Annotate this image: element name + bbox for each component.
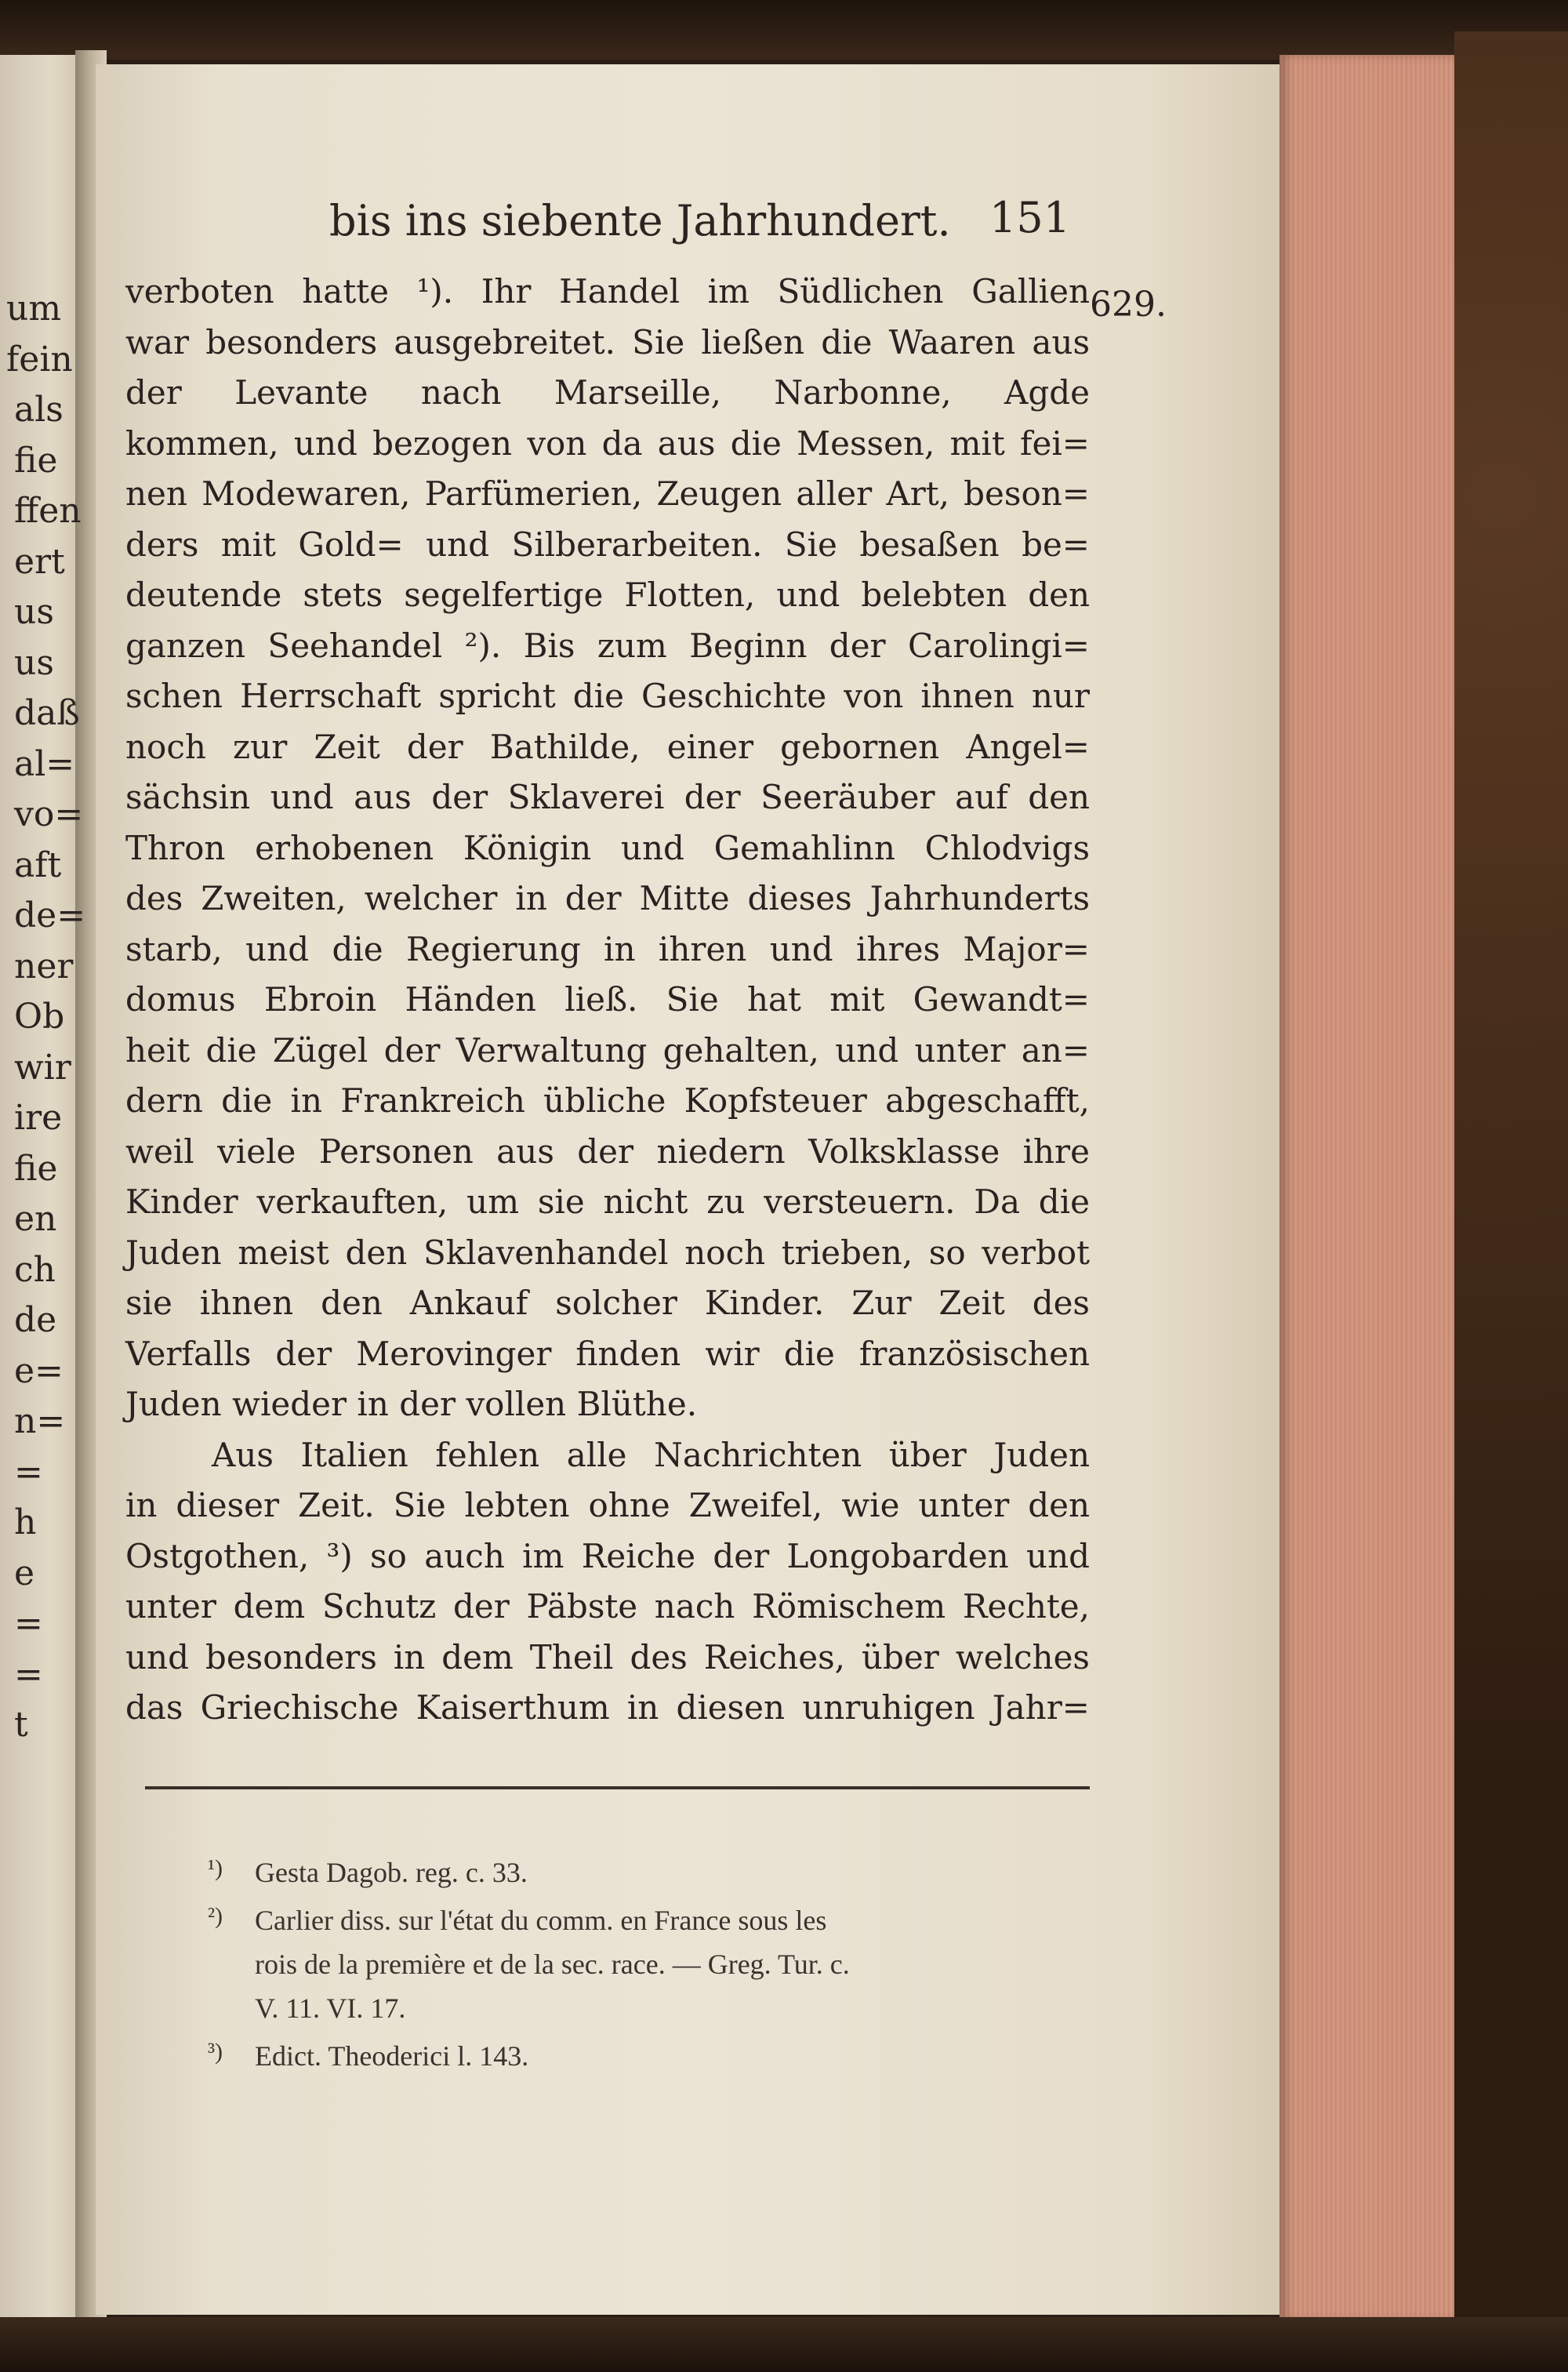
- book-cover-top: [0, 0, 1568, 60]
- text-line: Thron erhobenen Königin und Gemahlinn Chlodvigs: [125, 828, 1090, 867]
- previous-page-fragment: fie: [14, 1148, 58, 1189]
- footnote-line: [208, 2030, 1102, 2078]
- book-cover-bottom: [0, 2317, 1568, 2372]
- text-line: domus Ebroin Händen ließ. Sie hat mit Gewandt=: [125, 980, 1090, 1019]
- text-line: deutende stets segelfertige Flotten, und belebten den: [125, 576, 1090, 614]
- text-line: dern die in Frankreich übliche Kopfsteuer abgeschafft,: [125, 1081, 1090, 1120]
- footnote-text: Carlier diss. sur l'état du comm. en France sous les: [255, 1905, 827, 1936]
- text-line: noch zur Zeit der Bathilde, einer gebornen Angel=: [125, 727, 1090, 766]
- text-line: Verfalls der Merovinger finden wir die französischen: [125, 1334, 1090, 1373]
- previous-page-fragment: vo=: [14, 794, 84, 834]
- page-number: 151: [989, 193, 1071, 242]
- footnote-line: [208, 1986, 1102, 2030]
- text-line: unter dem Schutz der Päbste nach Römischem Rechte,: [125, 1587, 1090, 1626]
- previous-page-fragment: =: [14, 1451, 43, 1492]
- running-head: bis ins siebente Jahrhundert.: [329, 196, 951, 245]
- text-line: ders mit Gold= und Silberarbeiten. Sie besaßen be=: [125, 525, 1090, 564]
- previous-page-fragment: ire: [14, 1098, 63, 1138]
- page-edges: [1279, 55, 1460, 2321]
- footnote-line: [208, 1847, 1102, 1894]
- footnote-mark: ³): [208, 2039, 223, 2065]
- previous-page-fragment: h: [14, 1502, 37, 1542]
- footnote-text: Edict. Theoderici l. 143.: [255, 2040, 529, 2072]
- previous-page-fragment: fein: [6, 339, 73, 380]
- footnote-line: [208, 1894, 1102, 1942]
- text-line: Kinder verkauften, um sie nicht zu versteuern. Da die: [125, 1182, 1090, 1221]
- text-line: war besonders ausgebreitet. Sie ließen die Waaren aus: [125, 322, 1090, 361]
- text-line: heit die Zügel der Verwaltung gehalten, und unter an=: [125, 1030, 1090, 1070]
- footnote-text: Gesta Dagob. reg. c. 33.: [255, 1857, 528, 1888]
- footnotes: [208, 1847, 1102, 2078]
- previous-page-fragment: t: [14, 1705, 28, 1745]
- footnote-mark: ²): [208, 1903, 223, 1929]
- previous-page-fragment: =: [14, 1604, 43, 1644]
- text-line: Aus Italien fehlen alle Nachrichten über Juden: [212, 1435, 1090, 1474]
- text-line: kommen, und bezogen von da aus die Messen, mit fei=: [125, 423, 1090, 463]
- text-line: verboten hatte ¹). Ihr Handel im Südlichen Gallien: [125, 272, 1090, 311]
- footnote-line: [208, 1942, 1102, 1986]
- previous-page-fragment: en: [14, 1199, 57, 1239]
- previous-page-fragment: ch: [14, 1249, 56, 1290]
- text-line: nen Modewaren, Parfümerien, Zeugen aller Art, beson=: [125, 474, 1090, 513]
- text-line: starb, und die Regierung in ihren und ihres Major=: [125, 929, 1090, 968]
- previous-page-fragment: ert: [14, 541, 65, 582]
- previous-page-fragment: um: [6, 289, 62, 329]
- previous-page-fragment: n=: [14, 1401, 66, 1441]
- previous-page-fragment: Ob: [14, 997, 65, 1037]
- previous-page-fragment: als: [14, 390, 64, 430]
- text-line: sächsin und aus der Sklaverei der Seeräuber auf den: [125, 778, 1090, 816]
- text-line: in dieser Zeit. Sie lebten ohne Zweifel, wie unter den: [125, 1486, 1090, 1524]
- footnote-mark: ¹): [208, 1855, 223, 1881]
- previous-page-fragment: =: [14, 1654, 43, 1695]
- previous-page-fragment: wir: [14, 1047, 71, 1088]
- book-cover-right: [1454, 31, 1568, 2352]
- previous-page-fragment: ner: [14, 946, 74, 986]
- previous-page-fragment: e: [14, 1553, 35, 1593]
- footnote-text: rois de la première et de la sec. race. — Greg. Tur. c.: [255, 1949, 850, 1980]
- text-line: und besonders in dem Theil des Reiches, über welches: [125, 1637, 1090, 1676]
- previous-page-fragment: e=: [14, 1350, 64, 1391]
- previous-page-fragment: us: [14, 592, 54, 632]
- previous-page-fragment: ffen: [14, 491, 82, 531]
- previous-page-fragment: fie: [14, 440, 58, 481]
- text-line: der Levante nach Marseille, Narbonne, Agde: [125, 373, 1090, 412]
- previous-page-fragment: de=: [14, 895, 86, 935]
- text-line: schen Herrschaft spricht die Geschichte von ihnen nur: [125, 677, 1090, 715]
- previous-page-fragment: daß: [14, 693, 80, 733]
- text-line: sie ihnen den Ankauf solcher Kinder. Zur Zeit des: [125, 1284, 1090, 1322]
- previous-page-fragment: aft: [14, 845, 62, 885]
- previous-page-fragment: al=: [14, 743, 75, 784]
- text-line: weil viele Personen aus der niedern Volksklasse ihre: [125, 1132, 1090, 1171]
- text-line: des Zweiten, welcher in der Mitte dieses Jahrhunderts: [125, 879, 1090, 917]
- footnote-rule: [145, 1786, 1090, 1789]
- previous-page-fragment: us: [14, 642, 54, 683]
- body-text: [125, 267, 1090, 1734]
- text-line: Juden meist den Sklavenhandel noch trieben, so verbot: [125, 1233, 1090, 1272]
- footnote-text: V. 11. VI. 17.: [255, 1992, 406, 2024]
- previous-page-fragment: de: [14, 1300, 57, 1340]
- text-line: Juden wieder in der vollen Blüthe.: [125, 1385, 698, 1423]
- text-line: das Griechische Kaiserthum in diesen unruhigen Jahr=: [125, 1688, 1090, 1727]
- text-line: ganzen Seehandel ²). Bis zum Beginn der Carolingi=: [125, 626, 1090, 665]
- margin-date-note: 629.: [1090, 285, 1167, 325]
- text-line: Ostgothen, ³) so auch im Reiche der Longobarden und: [125, 1536, 1090, 1575]
